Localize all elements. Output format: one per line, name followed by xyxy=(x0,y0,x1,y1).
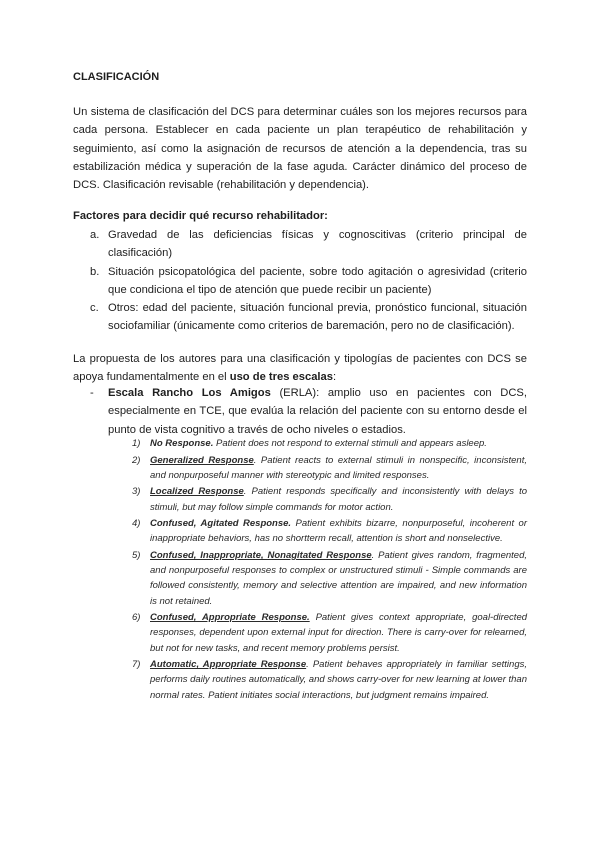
list-item-text: Otros: edad del paciente, situación funcional previa, pronóstico funcional, situación sociofamiliar (únicamente como criterios de baremación, pero no de clasificación). xyxy=(108,302,527,333)
level-item xyxy=(134,453,527,483)
level-text: . Patient responds specifically and inconsistently with delays to stimuli, but may follow simple commands for motor action. xyxy=(150,486,527,513)
level-marker: 7) xyxy=(132,659,141,671)
level-text: . Patient behaves appropriately in familiar settings, performs daily routines automatically, and shows carry-over for new learning at lower than normal rates. Patient initiates social interactions, but judgment remains impaired. xyxy=(150,659,527,701)
scale-name: Escala Rancho Los Amigos xyxy=(108,387,271,399)
level-marker: 2) xyxy=(132,454,141,466)
section-heading: CLASIFICACIÓN xyxy=(73,71,160,83)
list-item xyxy=(90,263,527,300)
level-marker: 6) xyxy=(132,612,141,624)
level-item xyxy=(134,516,527,546)
level-marker: 5) xyxy=(132,549,141,561)
list-item xyxy=(90,226,527,263)
level-text: . Patient gives random, fragmented, and nonpurposeful responses to complex or unstructured stimuli - Simple commands are followed consistently, memory and selective attention are impaired, and new information is not retained. xyxy=(150,549,527,607)
list-marker: c. xyxy=(90,302,99,315)
level-text: Patient gives context appropriate, goal-directed responses, dependent upon external input for direction. There is carry-over for relearned, but not for new tasks, and recent memory problems persist. xyxy=(150,612,528,654)
list-marker: b. xyxy=(90,265,100,278)
factors-title: Factores para decidir qué recurso rehabilitador: xyxy=(73,210,328,222)
level-text: Patient does not respond to external stimuli and appears asleep. xyxy=(213,438,487,449)
dash-marker: - xyxy=(90,387,94,399)
level-text: . Patient reacts to external stimuli in nonspecific, inconsistent, and nonpurposeful manner with stereotypic and limited responses. xyxy=(150,454,527,481)
level-name: Localized Response xyxy=(150,486,244,498)
list-item-text: Gravedad de las deficiencias físicas y cognoscitivas (criterio principal de clasificación) xyxy=(108,229,527,260)
list-item-text: Situación psicopatológica del paciente, sobre todo agitación o agresividad (criterio que condiciona el tipo de atención que puede recibir un paciente) xyxy=(108,265,527,296)
level-name: Confused, Inappropriate, Nonagitated Response xyxy=(150,549,372,561)
proposal-text: La propuesta de los autores para una clasificación y tipologías de pacientes con DCS se apoya fundamentalmente en el xyxy=(73,353,527,384)
proposal-end: : xyxy=(332,371,337,384)
list-marker: a. xyxy=(90,229,100,241)
level-item xyxy=(134,484,527,514)
rancho-levels-list xyxy=(134,436,527,704)
level-name: Automatic, Appropriate Response xyxy=(150,659,307,671)
level-text: Patient exhibits bizarre, nonpurposeful, incoherent or inappropriate behaviors, has no shortterm recall, attention is short and nonselective. xyxy=(150,518,528,545)
level-item xyxy=(134,548,527,609)
scale-text xyxy=(108,384,527,439)
list-item xyxy=(90,299,527,336)
level-name: No Response. xyxy=(150,438,214,449)
scale-description: (ERLA): amplio uso en pacientes con DCS, especialmente en TCE, que evalúa la relación del paciente con su entorno desde el punto de vista cognitivo a través de ocho niveles o estadios. xyxy=(108,387,527,436)
level-name: Confused, Agitated Response. xyxy=(150,518,292,530)
level-name: Generalized Response xyxy=(150,454,254,466)
intro-paragraph: Un sistema de clasificación del DCS para determinar cuáles son los mejores recursos para cada persona. Establecer en cada paciente un plan terapéutico de rehabilitación y seguimiento, así como la asignación de recursos de atención a la dependencia, tras su estabilización médica y superación de la fase aguda. Carácter dinámico del proceso de DCS. Clasificación revisable (rehabilitación y dependencia). xyxy=(73,106,527,192)
level-marker: 3) xyxy=(132,486,141,498)
proposal-paragraph xyxy=(73,350,527,387)
level-item xyxy=(134,610,527,656)
level-item xyxy=(134,657,527,703)
scale-entry xyxy=(90,384,527,439)
level-marker: 4) xyxy=(132,518,141,530)
level-item xyxy=(134,436,527,451)
factors-list xyxy=(90,226,527,336)
level-marker: 1) xyxy=(132,438,141,449)
level-name: Confused, Appropriate Response. xyxy=(150,612,310,624)
proposal-emphasis: uso de tres escalas xyxy=(229,371,333,384)
